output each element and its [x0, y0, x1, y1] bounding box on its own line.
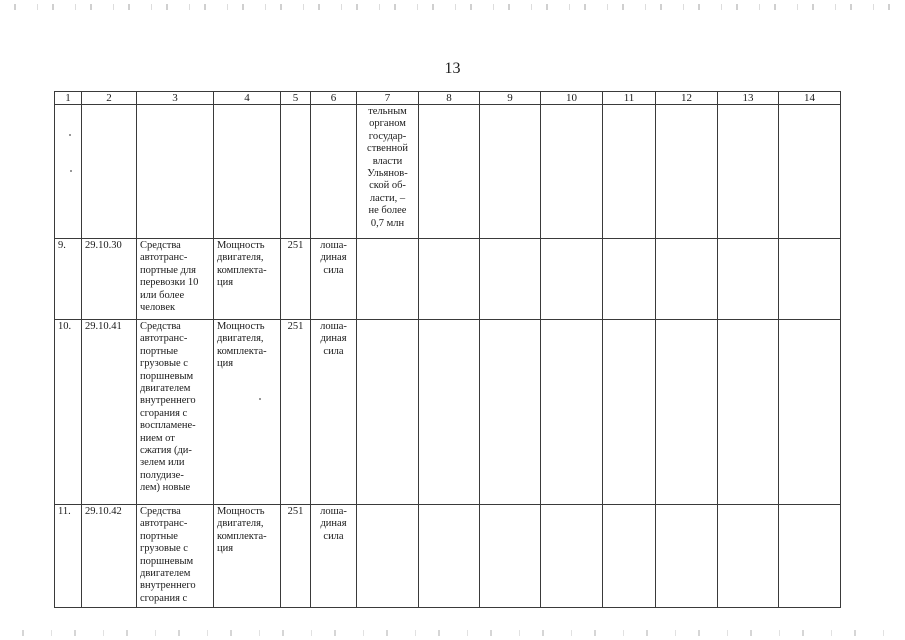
table-cell: [419, 239, 480, 320]
characteristic-cell: [214, 239, 281, 320]
table-cell: [779, 320, 841, 505]
column-header: 9: [480, 92, 541, 105]
table-cell: [480, 239, 541, 320]
scan-speck: [259, 398, 261, 400]
product-name: Средства автотранс- портные грузовые с поршневым двигателем внутреннего сгорания с: [140, 506, 196, 604]
page-number: 13: [444, 60, 461, 77]
table-cell: [419, 105, 480, 239]
unit-code: 251: [281, 239, 311, 320]
column-header: 10: [541, 92, 603, 105]
document-table: [54, 91, 841, 608]
table-cell: [603, 239, 656, 320]
table-cell: [656, 320, 718, 505]
scan-edge-top: [0, 4, 905, 10]
table-cell: [541, 505, 603, 608]
column-header: 6: [311, 92, 357, 105]
table-cell: [603, 320, 656, 505]
table-cell: [357, 505, 419, 608]
table-cell: [55, 105, 82, 239]
column-header: 1: [55, 92, 82, 105]
table-cell: [603, 105, 656, 239]
table-cell: [718, 239, 779, 320]
product-name: Средства автотранс- портные для перевозки 10 или более человек: [140, 240, 199, 314]
column-header: 5: [281, 92, 311, 105]
row-number: 9.: [55, 239, 82, 320]
column-header: 4: [214, 92, 281, 105]
row-number: 10.: [55, 320, 82, 505]
unit-name: лоша- диная сила: [320, 321, 347, 357]
table-cell: [480, 320, 541, 505]
characteristic: Мощность двигателя, комплекта- ция: [217, 321, 267, 370]
product-code: 29.10.42: [82, 505, 137, 608]
column-header: 8: [419, 92, 480, 105]
table-cell: [480, 105, 541, 239]
column-header: 7: [357, 92, 419, 105]
product-name-cell: [137, 320, 214, 505]
table-cell: [137, 105, 214, 239]
column-header: 14: [779, 92, 841, 105]
scan-edge-bottom: [0, 630, 905, 636]
table-cell: [718, 105, 779, 239]
table-row: [55, 505, 841, 608]
unit-code: 251: [281, 505, 311, 608]
continued-text: тельным органом государ- ственной власти Ульянов- ской об- ласти, – не более 0,7 млн: [367, 106, 408, 229]
table-cell: [419, 505, 480, 608]
table-cell: [779, 505, 841, 608]
product-code: 29.10.41: [82, 320, 137, 505]
product-name-cell: [137, 239, 214, 320]
unit-name-cell: [311, 320, 357, 505]
column-header: 2: [82, 92, 137, 105]
table-cell: [82, 105, 137, 239]
table-cell: [311, 105, 357, 239]
table-cell: [480, 505, 541, 608]
header-row: [55, 92, 841, 105]
table-cell: [656, 505, 718, 608]
table-cell: [541, 239, 603, 320]
table-row: [55, 239, 841, 320]
table-row: [55, 320, 841, 505]
table-cell: [419, 320, 480, 505]
product-name-cell: [137, 505, 214, 608]
column-header: 3: [137, 92, 214, 105]
unit-name-cell: [311, 505, 357, 608]
characteristic: Мощность двигателя, комплекта- ция: [217, 506, 267, 555]
characteristic-cell: [214, 505, 281, 608]
unit-name: лоша- диная сила: [320, 506, 347, 542]
row-number: 11.: [55, 505, 82, 608]
table-cell: [656, 105, 718, 239]
table-cell: [656, 239, 718, 320]
table-cell: [718, 320, 779, 505]
table-cell: [603, 505, 656, 608]
characteristic-cell: [214, 320, 281, 505]
table-row-continuation: [55, 105, 841, 239]
table-cell: [357, 320, 419, 505]
table-cell: [357, 105, 419, 239]
scan-speck: [70, 170, 72, 172]
column-header: 12: [656, 92, 718, 105]
table-cell: [779, 105, 841, 239]
product-code: 29.10.30: [82, 239, 137, 320]
table-cell: [541, 105, 603, 239]
table-cell: [779, 239, 841, 320]
table-cell: [357, 239, 419, 320]
table-cell: [541, 320, 603, 505]
column-header: 11: [603, 92, 656, 105]
unit-name: лоша- диная сила: [320, 240, 347, 276]
unit-code: 251: [281, 320, 311, 505]
column-header: 13: [718, 92, 779, 105]
table-cell: [281, 105, 311, 239]
scan-speck: [69, 134, 71, 136]
characteristic: Мощность двигателя, комплекта- ция: [217, 240, 267, 289]
unit-name-cell: [311, 239, 357, 320]
table-cell: [718, 505, 779, 608]
table-cell: [214, 105, 281, 239]
product-name: Средства автотранс- портные грузовые с поршневым двигателем внутреннего сгорания с воспламене- нием от сжатия (ди- зелем или полудизе- лем) новые: [140, 321, 196, 494]
